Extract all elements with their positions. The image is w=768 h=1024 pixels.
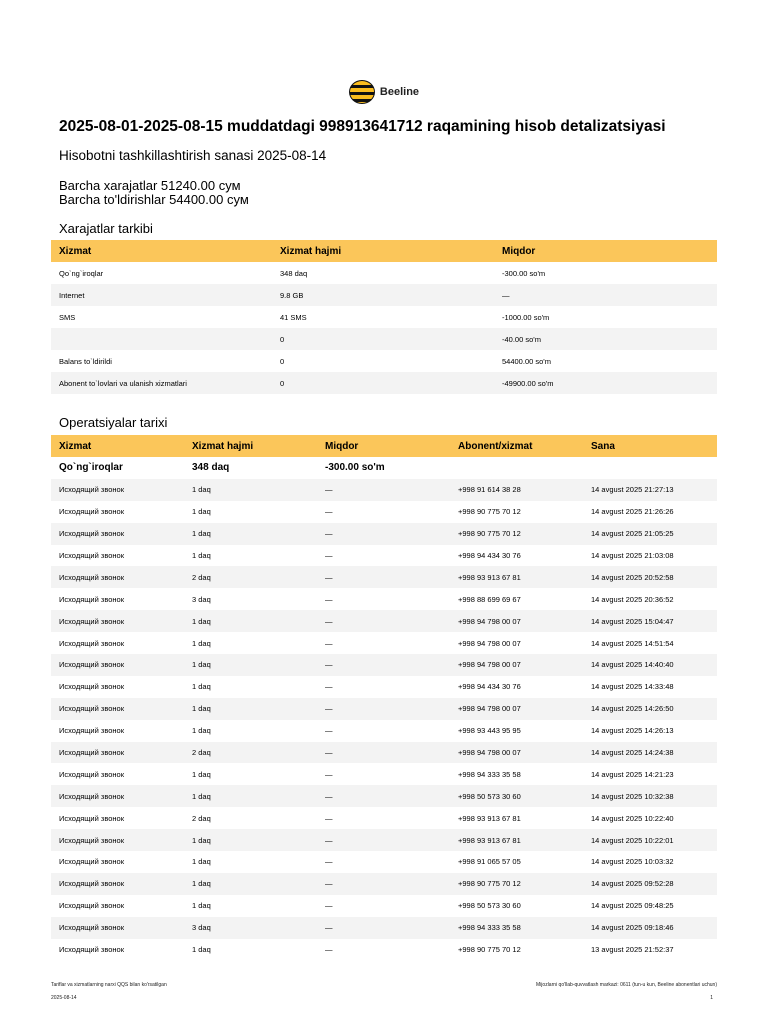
table-cell: 1 daq — [192, 682, 211, 692]
table-cell: 1 daq — [192, 507, 211, 517]
table-cell: +998 50 573 30 60 — [458, 901, 521, 911]
table-cell: Исходящий звонок — [51, 566, 184, 588]
table-cell: 1 daq — [184, 610, 317, 632]
table-row — [51, 698, 717, 720]
table-row — [51, 785, 717, 807]
table-cell: 14 avgust 2025 09:48:25 — [591, 901, 674, 911]
table-cell: 2 daq — [192, 813, 211, 823]
table-row — [51, 610, 717, 632]
table-cell: +998 93 913 67 81 — [458, 813, 521, 823]
total-expenses: Barcha xarajatlar 51240.00 сум — [59, 178, 241, 193]
table-cell — [51, 328, 272, 350]
table-cell: 0 — [272, 372, 494, 394]
table-cell: 1 daq — [184, 785, 317, 807]
table-cell: 41 SMS — [280, 312, 307, 322]
total-topups: Barcha to'ldirishlar 54400.00 сум — [59, 192, 249, 207]
table-cell: Internet — [51, 284, 272, 306]
table-row — [51, 807, 717, 829]
column-header: Xizmat — [51, 435, 184, 457]
table-cell: 13 avgust 2025 21:52:37 — [591, 945, 674, 955]
table-cell: Исходящий звонок — [51, 917, 184, 939]
table-row — [51, 545, 717, 567]
table-cell: +998 94 798 00 07 — [450, 654, 583, 676]
table-cell: 3 daq — [184, 917, 317, 939]
table-cell: Исходящий звонок — [51, 610, 184, 632]
table-cell: +998 94 798 00 07 — [450, 610, 583, 632]
table-cell: Исходящий звонок — [51, 698, 184, 720]
table-cell: — — [325, 945, 333, 955]
table-row — [51, 851, 717, 873]
table-cell: 1 daq — [184, 873, 317, 895]
table-row — [51, 566, 717, 588]
table-cell: SMS — [59, 312, 76, 322]
table-cell: 348 daq — [280, 268, 308, 278]
table-cell: +998 94 798 00 07 — [450, 742, 583, 764]
table-cell: +998 94 798 00 07 — [458, 638, 521, 648]
table-row — [51, 523, 717, 545]
table-cell: +998 93 443 95 95 — [458, 726, 521, 736]
table-cell: Исходящий звонок — [59, 945, 124, 955]
table-cell: -49900.00 so'm — [494, 372, 717, 394]
group-volume: 348 daq — [184, 457, 317, 479]
table-cell: Исходящий звонок — [51, 829, 184, 851]
table-cell: +998 90 775 70 12 — [450, 523, 583, 545]
table-cell: 1 daq — [192, 901, 211, 911]
column-header: Xizmat — [51, 240, 272, 262]
table-cell: 14 avgust 2025 21:26:26 — [591, 507, 674, 517]
table-cell: 1 daq — [192, 769, 211, 779]
table-cell: Исходящий звонок — [59, 769, 124, 779]
table-cell: 2 daq — [184, 742, 317, 764]
table-cell: Исходящий звонок — [51, 479, 184, 501]
column-header: Miqdor — [494, 240, 717, 262]
table-cell: 14 avgust 2025 14:24:38 — [583, 742, 717, 764]
group-row — [51, 457, 717, 479]
table-cell: 1 daq — [192, 857, 211, 867]
table-cell: — — [325, 594, 333, 604]
table-cell: +998 94 798 00 07 — [450, 698, 583, 720]
table-cell: 1 daq — [192, 638, 211, 648]
table-cell: Исходящий звонок — [59, 594, 124, 604]
table-cell: — — [317, 829, 450, 851]
table-cell: Исходящий звонок — [51, 785, 184, 807]
table-cell: 1 daq — [192, 945, 211, 955]
table-cell: +998 88 699 69 67 — [458, 594, 521, 604]
table-cell: +998 94 333 35 58 — [458, 769, 521, 779]
table-cell: +998 93 913 67 81 — [450, 566, 583, 588]
table-cell: +998 90 775 70 12 — [450, 873, 583, 895]
table-cell: +998 91 614 38 28 — [450, 479, 583, 501]
table-cell: +998 93 913 67 81 — [450, 829, 583, 851]
table-row — [51, 720, 717, 742]
table-cell: +998 91 065 57 05 — [458, 857, 521, 867]
table-header-row — [51, 435, 717, 457]
table-cell: 0 — [272, 328, 494, 350]
group-service: Qo`ng`iroqlar — [51, 457, 184, 479]
table-cell: +998 94 333 35 58 — [450, 917, 583, 939]
table-header-row — [51, 240, 717, 262]
table-cell: -300.00 so'm — [502, 268, 546, 278]
table-cell: Исходящий звонок — [51, 654, 184, 676]
table-cell: Исходящий звонок — [59, 901, 124, 911]
table-cell: — — [317, 654, 450, 676]
column-header: Sana — [583, 435, 717, 457]
expense-summary-title: Xarajatlar tarkibi — [59, 221, 153, 236]
table-cell: 14 avgust 2025 21:03:08 — [591, 551, 674, 560]
table-cell: — — [317, 479, 450, 501]
table-cell: — — [494, 284, 717, 306]
table-row — [51, 873, 717, 895]
table-cell: Исходящий звонок — [59, 813, 124, 823]
table-cell: 14 avgust 2025 09:18:46 — [583, 917, 717, 939]
table-cell: — — [325, 901, 333, 911]
table-cell: -40.00 so'm — [494, 328, 717, 350]
group-amount: -300.00 so'm — [317, 457, 450, 479]
group-empty — [583, 457, 717, 479]
table-cell: 1 daq — [184, 698, 317, 720]
table-row — [51, 284, 717, 306]
table-cell: 14 avgust 2025 14:26:50 — [583, 698, 717, 720]
table-cell: 14 avgust 2025 20:52:58 — [583, 566, 717, 588]
table-cell: 14 avgust 2025 14:26:13 — [591, 726, 674, 736]
table-cell: — — [317, 785, 450, 807]
table-cell: 14 avgust 2025 14:40:40 — [583, 654, 717, 676]
table-cell: — — [317, 742, 450, 764]
table-cell: Qo`ng`iroqlar — [59, 268, 104, 278]
table-row — [51, 742, 717, 764]
table-cell: 14 avgust 2025 20:36:52 — [591, 594, 674, 604]
table-row — [51, 306, 717, 328]
table-cell: — — [325, 726, 333, 736]
table-row — [51, 676, 717, 698]
table-cell: Abonent to`lovlari va ulanish xizmatlari — [51, 372, 272, 394]
table-cell: 14 avgust 2025 14:33:48 — [591, 682, 674, 692]
table-cell: — — [325, 682, 333, 692]
table-cell: 54400.00 so'm — [502, 356, 551, 366]
footer-vat-note: Tariflar va xizmatlarning narxi QQS bilan ko'rsatilgan — [51, 982, 167, 988]
report-date: Hisobotni tashkillashtirish sanasi 2025-08-14 — [59, 148, 327, 163]
expense-summary-table — [51, 240, 717, 394]
operations-history-title: Operatsiyalar tarixi — [59, 415, 168, 430]
table-cell: Исходящий звонок — [59, 507, 124, 517]
table-cell: — — [325, 857, 333, 867]
table-row — [51, 501, 717, 523]
beeline-ball-icon — [349, 80, 375, 104]
document-title: 2025-08-01-2025-08-15 muddatdagi 998913641712 raqamining hisob detalizatsiyasi — [59, 118, 666, 135]
table-cell: 14 avgust 2025 10:22:40 — [591, 813, 674, 823]
table-row — [51, 895, 717, 917]
table-cell: — — [317, 610, 450, 632]
column-header: Xizmat hajmi — [272, 240, 494, 262]
table-cell: +998 90 775 70 12 — [458, 945, 521, 955]
table-cell: 14 avgust 2025 09:52:28 — [583, 873, 717, 895]
column-header: Miqdor — [317, 435, 450, 457]
brand-name: Beeline — [379, 86, 420, 98]
table-cell: Исходящий звонок — [59, 638, 124, 648]
table-cell: 1 daq — [184, 654, 317, 676]
table-cell: 1 daq — [184, 479, 317, 501]
table-cell: — — [317, 873, 450, 895]
table-cell: 14 avgust 2025 10:32:38 — [583, 785, 717, 807]
table-cell: Balans to`ldirildi — [59, 356, 112, 366]
table-cell: 14 avgust 2025 10:22:01 — [583, 829, 717, 851]
footer-date: 2025-08-14 — [51, 995, 77, 1001]
table-cell: Исходящий звонок — [59, 857, 124, 867]
table-cell: — — [317, 566, 450, 588]
table-row — [51, 262, 717, 284]
table-row — [51, 917, 717, 939]
table-cell: 14 avgust 2025 14:51:54 — [591, 638, 674, 648]
table-cell: 1 daq — [192, 726, 211, 736]
table-cell: 14 avgust 2025 10:03:32 — [591, 857, 674, 867]
group-empty — [450, 457, 583, 479]
table-cell: 2 daq — [184, 566, 317, 588]
operations-history-table — [51, 435, 717, 960]
table-cell: -1000.00 so'm — [502, 312, 550, 322]
table-row — [51, 350, 717, 372]
brand-logo — [0, 80, 768, 104]
column-header: Abonent/xizmat — [450, 435, 583, 457]
table-row — [51, 939, 717, 961]
table-cell: Исходящий звонок — [51, 742, 184, 764]
table-cell: — — [325, 507, 333, 517]
table-cell: +998 94 434 30 76 — [458, 682, 521, 692]
table-row — [51, 654, 717, 676]
table-cell: 14 avgust 2025 21:27:13 — [583, 479, 717, 501]
table-cell: 14 avgust 2025 14:21:23 — [591, 769, 674, 779]
table-cell: +998 50 573 30 60 — [450, 785, 583, 807]
page-number: 1 — [710, 995, 713, 1001]
table-cell: Исходящий звонок — [59, 726, 124, 736]
table-row — [51, 328, 717, 350]
table-cell: +998 94 434 30 76 — [458, 551, 521, 560]
table-cell: 9.8 GB — [272, 284, 494, 306]
table-row — [51, 372, 717, 394]
table-cell: Исходящий звонок — [59, 682, 124, 692]
table-cell: Исходящий звонок — [51, 873, 184, 895]
table-cell: — — [317, 523, 450, 545]
table-cell: 14 avgust 2025 21:05:25 — [583, 523, 717, 545]
table-row — [51, 588, 717, 610]
table-cell: 14 avgust 2025 15:04:47 — [583, 610, 717, 632]
table-cell: 1 daq — [192, 551, 211, 560]
table-cell: — — [317, 698, 450, 720]
table-cell: — — [325, 551, 333, 560]
table-cell: — — [325, 769, 333, 779]
column-header: Xizmat hajmi — [184, 435, 317, 457]
table-cell: Исходящий звонок — [59, 551, 124, 560]
table-cell: 1 daq — [184, 523, 317, 545]
table-row — [51, 763, 717, 785]
table-cell: 0 — [280, 356, 285, 366]
table-row — [51, 479, 717, 501]
table-cell: Исходящий звонок — [51, 523, 184, 545]
table-cell: — — [317, 917, 450, 939]
footer-support-note: Mijozlarni qo'llab-quvvatlash markazi: 0611 (tun-u kun, Beeline abonentlari uchun) — [536, 982, 717, 988]
table-cell: +998 90 775 70 12 — [458, 507, 521, 517]
table-row — [51, 829, 717, 851]
table-cell: 3 daq — [192, 594, 211, 604]
table-row — [51, 632, 717, 654]
table-cell: — — [325, 638, 333, 648]
table-cell: — — [325, 813, 333, 823]
table-cell: 1 daq — [184, 829, 317, 851]
